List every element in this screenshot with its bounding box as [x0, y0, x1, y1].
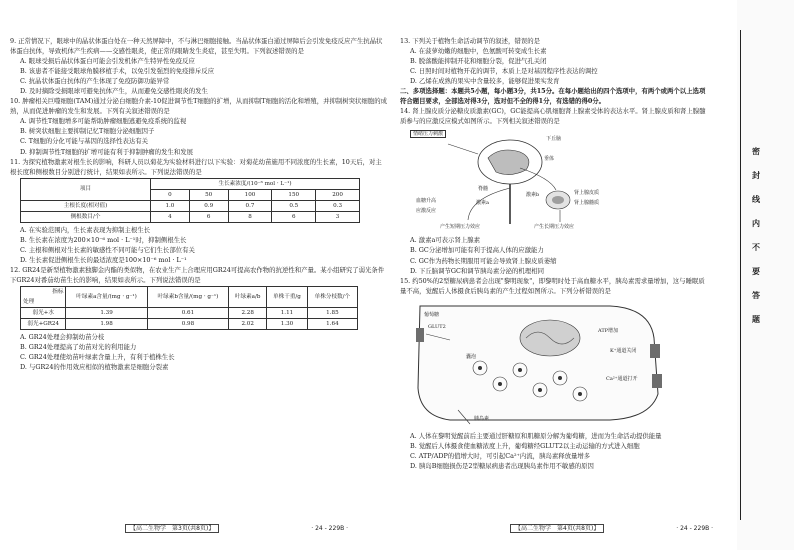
q15-option-d: D. 胰岛B细胞损伤是2型糖尿病患者出现胰岛素作用不敏感的原因	[410, 461, 594, 470]
label-pituitary: 垂体	[544, 156, 555, 163]
q13-option-b: B. 脱落酸能抑制开花和细胞分裂，促进气孔关闭	[410, 57, 547, 66]
insulin-secretion-diagram	[410, 298, 680, 428]
label-insulin: 胰岛素	[474, 415, 490, 422]
q15-option-a: A. 人体在黎明觉醒前后主要通过肝糖原和肌糖原分解为葡萄糖，进而为生命活动提供能量	[410, 431, 662, 440]
label-k-channel: K⁺通道关闭	[610, 347, 637, 354]
label-short-term-effect: 产生短期压力效应	[440, 224, 481, 231]
insulin-granule	[578, 392, 582, 396]
table-header-corner	[21, 286, 66, 307]
table-cell: 1.85	[307, 307, 357, 318]
q11-stem: 11. 为探究植物激素对根生长的影响，科研人员以菊花为实验材料进行以下实验：对菊花幼苗施用不同浓度的生长素，10天后，对主根长度和侧根数目分别进行统计，结果如表所示。下列说法错误的是	[10, 157, 382, 176]
q13-option-c: C. 日照时间对植物开花的调节，本质上是对基因程序性表达的调控	[410, 67, 598, 76]
q15-option-b: B. 觉醒后人体摄食使血糖浓度上升，葡萄糖经GLUT2以主动运输的方式进入细胞	[410, 441, 640, 450]
table-row	[21, 200, 360, 211]
label-spinal-cord: 脊髓	[478, 186, 489, 193]
q13-stem: 13. 下列关于植物生命活动调节的叙述，错误的是	[400, 37, 541, 45]
q14-stem: 14. 肾上腺皮质分泌糖皮质激素(GC)，GC能提高心肌细胞肾上腺素受体的表达水平。肾上腺皮质和肾上腺髓质参与的应激反应模式如图所示。下列相关叙述错误的是	[400, 107, 706, 126]
label-vesicle: 囊泡	[466, 353, 477, 360]
table-cell-conc: 50	[189, 189, 228, 200]
insulin-granule	[498, 382, 502, 386]
seal-line	[740, 30, 741, 520]
right-footer-title: 【高二生物学 第4页(共8页)】	[510, 524, 604, 533]
label-adrenal-cortex: 肾上腺皮质	[574, 190, 600, 197]
label-atp: ATP增加	[598, 327, 619, 334]
table-cell-conc: 100	[228, 189, 272, 200]
q11-option-a: A. 在实验范围内，生长素表现为抑制主根生长	[20, 225, 151, 234]
q14-option-b: B. GC分泌增加可能有利于提高人体的应激能力	[410, 246, 544, 255]
label-hormone-a: 激素a	[476, 200, 489, 207]
q14-option-c: C. GC作为药物长期服用可能会导致肾上腺皮质萎缩	[410, 256, 557, 265]
label-adrenal-medulla: 肾上腺髓质	[574, 200, 600, 207]
label-glut2: GLUT2	[428, 323, 446, 330]
label-stress-response: 应激反应	[416, 208, 437, 215]
table-cell-conc: 0	[151, 189, 190, 200]
q9-stem: 9. 正常情况下，眼球中的晶状体蛋白处在一种天然屏障中，不与淋巴细胞接触。当晶状体蛋白通过屏障后会引发免疫反应产生抗晶状体蛋白抗体，导致机体产生疾病——交感性眼炎，使正常的眼睛发生炎症，甚至失明。下列叙述错误的是	[10, 37, 383, 56]
adrenal-medulla-shape	[552, 196, 564, 204]
brain-shading	[488, 150, 529, 175]
q12-option-b: B. GR24处理提高了幼苗对光的利用能力	[20, 342, 137, 351]
stress-diagram-svg	[410, 128, 610, 232]
insulin-granule	[518, 368, 522, 372]
insulin-granule	[538, 388, 542, 392]
right-column	[400, 36, 710, 471]
section-2-heading: 二、多项选择题：本题共5小题，每小题3分，共15分。在每小题给出的四个选项中，有两个或两个以上选项符合题目要求，全部选对得3分，选对但不全的得1分，有选错的得0分。	[400, 87, 706, 106]
label-glucose: 葡萄糖	[424, 311, 440, 318]
q9-option-a: A. 眼球受损后晶状体蛋白可能会引发机体产生特异性免疫反应	[20, 57, 195, 66]
table-cell: 8	[228, 211, 272, 222]
table-cell: 0.9	[189, 200, 228, 211]
q11-option-d: D. 生长素促进侧根生长的最适浓度是100×10⁻⁶ mol · L⁻¹	[20, 255, 187, 264]
q11-option-c: C. 主根和侧根对生长素的敏感性不同可能与它们生长部位有关	[20, 245, 195, 254]
ca-channel	[652, 374, 662, 388]
q14-option-d: D. 下丘脑调节GC和调节胰岛素分泌的机理相同	[410, 266, 544, 275]
table-header: 单株分枝数/个	[307, 286, 357, 307]
table-cell: 2.28	[229, 307, 267, 318]
table-row-label: 弱光+GR24	[21, 318, 66, 329]
table-cell: 6	[189, 211, 228, 222]
insulin-granule	[558, 376, 562, 380]
q10-option-a: A. 调节性T细胞增多可能帮助肿瘤细胞逃避免疫系统的监视	[20, 117, 187, 126]
table-header: 叶绿素b含量/(mg · g⁻¹)	[147, 286, 229, 307]
table-row	[21, 211, 360, 222]
table-cell: 6	[272, 211, 316, 222]
q12-option-c: C. GR24处理使幼苗叶绿素含量上升，有利于植株生长	[20, 353, 175, 362]
right-footer-code: · 24 - 229B ·	[676, 525, 714, 532]
insulin-granule	[478, 366, 482, 370]
table-corner-label: 指标	[52, 288, 64, 295]
table-row	[21, 318, 358, 329]
table-cell: 1.0	[151, 200, 190, 211]
table-header: 叶绿素a/b	[229, 286, 267, 307]
q10-stem: 10. 肿瘤相关巨噬细胞(TAM)通过分泌白细胞介素-10促进调节性T细胞的扩增，从而抑制T细胞的活化和增殖，并抑制树突状细胞的成熟，从而促进肿瘤的发生和发展。下列有关叙述错误的是	[10, 97, 387, 116]
table-cell: 2.02	[229, 318, 267, 329]
q13-option-a: A. 在菠萝幼嫩的细胞中，色氨酸可转变成生长素	[410, 47, 547, 56]
gr24-table	[20, 286, 358, 330]
table-header-item: 项目	[21, 178, 151, 200]
table-cell: 0.5	[272, 200, 316, 211]
table-cell: 1.30	[267, 318, 308, 329]
label-long-term-effect: 产生长期压力效应	[534, 224, 575, 231]
table-cell: 1.98	[66, 318, 147, 329]
table-header-concentration: 生长素浓度/(10⁻⁶ mol · L⁻¹)	[151, 178, 360, 189]
arrow-acth	[520, 168, 556, 190]
left-footer-code: · 24 - 229B ·	[311, 525, 349, 532]
table-header-treatment: 处理	[23, 298, 35, 305]
table-cell: 1.39	[66, 307, 147, 318]
left-footer	[125, 523, 348, 532]
table-cell: 0.61	[147, 307, 229, 318]
q9-option-b: B. 该患者不能接受眼球角膜移植手术，以免引发强烈的免疫排斥反应	[20, 67, 215, 76]
table-row-label: 主根长度(相对值)	[21, 200, 151, 211]
auxin-table	[20, 178, 360, 223]
label-stimulus: 情绪压力刺激	[410, 130, 446, 138]
label-hypothalamus: 下丘脑	[546, 136, 562, 143]
label-blood-glucose: 血糖升高	[416, 198, 437, 205]
q11-option-b: B. 生长素在浓度为200×10⁻⁶ mol · L⁻¹时，抑制侧根生长	[20, 235, 187, 244]
q9-option-d: D. 及时摘除受损眼球可避免抗体产生，从而避免交感性眼炎的发生	[20, 87, 208, 96]
q12-option-a: A. GR24处理会抑制幼苗分枝	[20, 332, 105, 341]
right-footer	[510, 523, 713, 532]
table-row	[21, 307, 358, 318]
left-footer-title: 【高二生物学 第3页(共8页)】	[125, 524, 219, 533]
seal-strip	[737, 0, 794, 550]
q10-option-b: B. 树突状细胞主要抑制记忆T细胞分泌细胞因子	[20, 127, 155, 136]
q9-option-c: C. 抗晶状体蛋白抗体的产生体现了免疫防御功能异常	[20, 77, 170, 86]
label-hormone-b: 激素b	[526, 192, 540, 199]
table-header: 单株干重/g	[267, 286, 308, 307]
table-cell: 0.7	[228, 200, 272, 211]
table-row-label: 弱光+水	[21, 307, 66, 318]
q10-option-c: C. T细胞的分化可能与基因的选择性表达有关	[20, 137, 149, 146]
stress-response-diagram	[410, 128, 610, 232]
table-cell: 3	[316, 211, 360, 222]
q13-option-d: D. 乙烯在成熟的果实中含量较多，能够促进果实发育	[410, 77, 560, 86]
label-ca-channel: Ca²⁺通道打开	[606, 375, 638, 382]
table-cell: 0.98	[147, 318, 229, 329]
q14-option-a: A. 激素a可表示肾上腺素	[410, 236, 481, 245]
q12-option-d: D. 与GR24的作用效应相似的植物激素是细胞分裂素	[20, 363, 169, 372]
q15-option-c: C. ATP/ADP的值增大时，可引起Ca²⁺内流，胰岛素释放量增多	[410, 451, 591, 460]
table-cell: 0.3	[316, 200, 360, 211]
insulin-diagram-svg	[410, 298, 680, 428]
arrow-short-term	[468, 188, 510, 220]
table-cell: 1.64	[307, 318, 357, 329]
table-cell-conc: 150	[272, 189, 316, 200]
table-cell: 4	[151, 211, 190, 222]
table-cell-conc: 200	[316, 189, 360, 200]
table-header: 叶绿素a含量/(mg · g⁻¹)	[66, 286, 147, 307]
q12-stem: 12. GR24是新型植物激素独脚金内酯的类似物，在农业生产上合理应用GR24可提高农作物的抗逆性和产量。某小组研究了弱光条件下GR24对番茄幼苗生长的影响，结果如表所示。下列说法错误的是	[10, 265, 385, 284]
left-column	[10, 36, 388, 372]
table-cell: 1.11	[267, 307, 308, 318]
q15-stem: 15. 约50%的2型糖尿病患者会出现"黎明现象"，即黎明时处于高血糖水平，胰岛素需求量增加，这与睡眠质量不高，觉醒后人体摄食后胰岛素的产生过程如图所示。下列分析错误的是	[400, 276, 705, 295]
q10-option-d: D. 抑制调节性T细胞的扩增可能有利于抑制肿瘤的发生和发展	[20, 147, 193, 156]
arrow-stimulus	[448, 144, 478, 154]
glut2-transporter	[416, 328, 424, 342]
table-row-label: 侧根数目/个	[21, 211, 151, 222]
k-channel	[650, 344, 660, 358]
seal-label: 密 封 线 内 不 要 答 题	[752, 147, 760, 324]
